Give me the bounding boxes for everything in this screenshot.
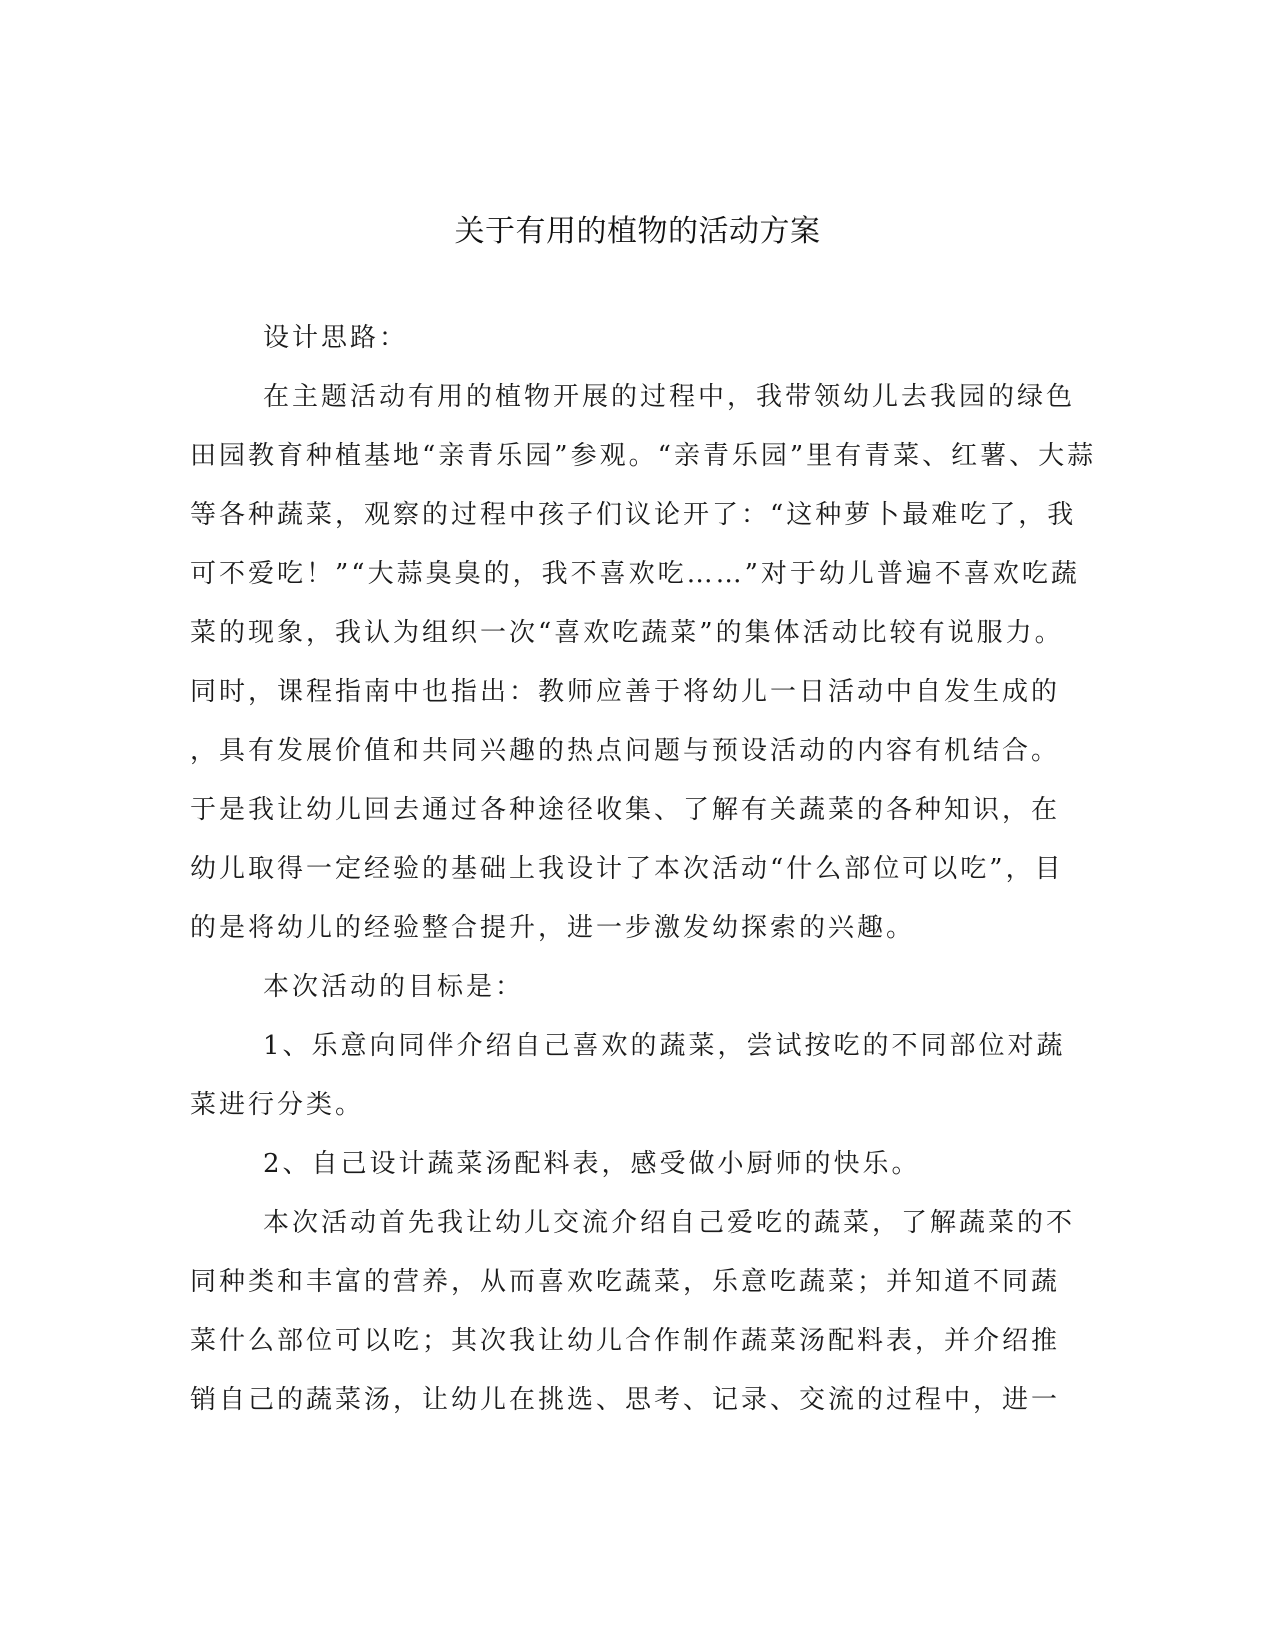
paragraph-line: 田园教育种植基地“亲青乐园”参观。“亲青乐园”里有青菜、红薯、大蒜 — [190, 441, 1097, 471]
document-title: 关于有用的植物的活动方案 — [454, 214, 821, 249]
paragraph-line: 设计思路： — [263, 323, 409, 353]
paragraph-line: 2、自己设计蔬菜汤配料表，感受做小厨师的快乐。 — [263, 1149, 921, 1179]
paragraph-line: 幼儿取得一定经验的基础上我设计了本次活动“什么部位可以吃”，目 — [190, 854, 1064, 884]
paragraph-line: 等各种蔬菜，观察的过程中孩子们议论开了：“这种萝卜最难吃了，我 — [190, 500, 1077, 530]
paragraph-line: ，具有发展价值和共同兴趣的热点问题与预设活动的内容有机结合。 — [190, 736, 1061, 766]
paragraph-line: 本次活动首先我让幼儿交流介绍自己爱吃的蔬菜，了解蔬菜的不 — [263, 1208, 1076, 1238]
paragraph-line: 可不爱吃！”“大蒜臭臭的，我不喜欢吃……”对于幼儿普遍不喜欢吃蔬 — [190, 559, 1080, 589]
paragraph-line: 本次活动的目标是： — [263, 972, 525, 1002]
paragraph-line: 的是将幼儿的经验整合提升，进一步激发幼探索的兴趣。 — [190, 913, 916, 943]
paragraph-line: 同种类和丰富的营养，从而喜欢吃蔬菜，乐意吃蔬菜；并知道不同蔬 — [190, 1267, 1061, 1297]
paragraph-line: 菜进行分类。 — [190, 1090, 365, 1120]
paragraph-line: 同时，课程指南中也指出：教师应善于将幼儿一日活动中自发生成的 — [190, 677, 1061, 707]
paragraph-line: 菜什么部位可以吃；其次我让幼儿合作制作蔬菜汤配料表，并介绍推 — [190, 1326, 1061, 1356]
paragraph-line: 销自己的蔬菜汤，让幼儿在挑选、思考、记录、交流的过程中，进一 — [190, 1385, 1061, 1415]
paragraph-line: 1、乐意向同伴介绍自己喜欢的蔬菜，尝试按吃的不同部位对蔬 — [263, 1031, 1066, 1061]
paragraph-line: 菜的现象，我认为组织一次“喜欢吃蔬菜”的集体活动比较有说服力。 — [190, 618, 1064, 648]
paragraph-line: 于是我让幼儿回去通过各种途径收集、了解有关蔬菜的各种知识，在 — [190, 795, 1061, 825]
paragraph-line: 在主题活动有用的植物开展的过程中，我带领幼儿去我园的绿色 — [263, 382, 1076, 412]
